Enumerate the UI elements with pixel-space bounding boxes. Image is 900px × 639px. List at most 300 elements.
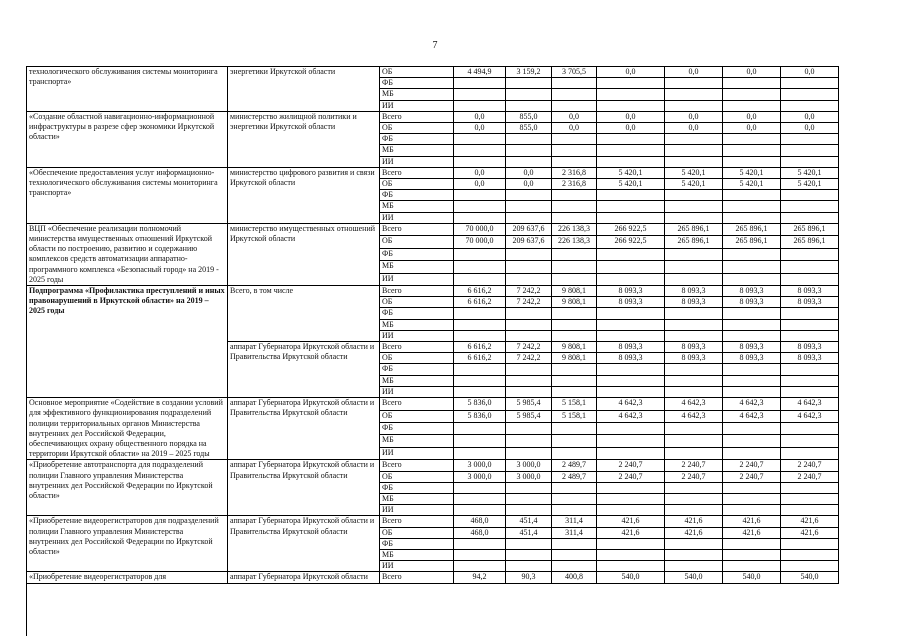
amount-cell: [597, 308, 665, 319]
amount-cell: 3 159,2: [506, 67, 552, 78]
executor-name: аппарат Губернатора Иркутской области и Правительства Иркутской области: [228, 398, 380, 460]
amount-cell: [781, 482, 839, 493]
amount-cell: 5 420,1: [781, 179, 839, 190]
executor-name: аппарат Губернатора Иркутской области и Правительства Иркутской области: [228, 516, 380, 572]
funding-source: Всего: [380, 460, 454, 471]
funding-source: ФБ: [380, 248, 454, 260]
amount-cell: 540,0: [723, 572, 781, 583]
amount-cell: [506, 549, 552, 560]
amount-cell: 421,6: [723, 527, 781, 538]
amount-cell: [506, 447, 552, 459]
amount-cell: 4 642,3: [781, 398, 839, 410]
funding-source: ФБ: [380, 538, 454, 549]
amount-cell: [781, 364, 839, 375]
funding-source: Всего: [380, 572, 454, 583]
amount-cell: 855,0: [506, 111, 552, 122]
amount-cell: 4 642,3: [723, 410, 781, 422]
amount-cell: [665, 561, 723, 572]
amount-cell: [552, 100, 597, 111]
amount-cell: [665, 190, 723, 201]
funding-source: ИИ: [380, 273, 454, 285]
amount-cell: [454, 190, 506, 201]
amount-cell: 70 000,0: [454, 223, 506, 235]
amount-cell: [781, 447, 839, 459]
amount-cell: 265 896,1: [723, 223, 781, 235]
amount-cell: [665, 156, 723, 167]
amount-cell: 8 093,3: [723, 286, 781, 297]
amount-cell: 5 158,1: [552, 410, 597, 422]
budget-table-sheet: [26, 66, 838, 636]
funding-source: МБ: [380, 493, 454, 504]
amount-cell: [506, 201, 552, 212]
amount-cell: [506, 212, 552, 223]
amount-cell: [665, 212, 723, 223]
funding-source: МБ: [380, 145, 454, 156]
amount-cell: [454, 89, 506, 100]
amount-cell: [552, 89, 597, 100]
amount-cell: 8 093,3: [723, 342, 781, 353]
funding-source: ОБ: [380, 527, 454, 538]
amount-cell: 3 000,0: [506, 471, 552, 482]
amount-cell: 6 616,2: [454, 353, 506, 364]
amount-cell: [506, 538, 552, 549]
activity-name: «Приобретение видеорегистраторов для подразделений полиции Главного управления Министерства внутренних дел Российской Федерации по Иркутской области»: [27, 516, 228, 572]
amount-cell: 5 420,1: [597, 167, 665, 178]
amount-cell: [552, 212, 597, 223]
amount-cell: [552, 549, 597, 560]
activity-name: технологического обслуживания системы мониторинга транспорта»: [27, 67, 228, 112]
amount-cell: [506, 386, 552, 397]
amount-cell: [552, 364, 597, 375]
amount-cell: 7 242,2: [506, 353, 552, 364]
amount-cell: [454, 364, 506, 375]
amount-cell: 0,0: [723, 67, 781, 78]
amount-cell: [723, 212, 781, 223]
amount-cell: [506, 375, 552, 386]
amount-cell: [597, 89, 665, 100]
amount-cell: [723, 201, 781, 212]
amount-cell: 9 808,1: [552, 342, 597, 353]
amount-cell: [454, 201, 506, 212]
table-row: [27, 111, 839, 122]
funding-source: ОБ: [380, 471, 454, 482]
amount-cell: [506, 261, 552, 273]
amount-cell: [552, 422, 597, 434]
amount-cell: 8 093,3: [781, 342, 839, 353]
amount-cell: 8 093,3: [597, 286, 665, 297]
amount-cell: 7 242,2: [506, 286, 552, 297]
amount-cell: 8 093,3: [597, 342, 665, 353]
amount-cell: 421,6: [597, 527, 665, 538]
amount-cell: 540,0: [597, 572, 665, 583]
activity-name: «Создание областной навигационно-информационной инфраструктуры в разрезе сфер экономики Иркутской области»: [27, 111, 228, 167]
amount-cell: 5 158,1: [552, 398, 597, 410]
funding-source: ОБ: [380, 123, 454, 134]
amount-cell: [781, 330, 839, 341]
amount-cell: [552, 482, 597, 493]
amount-cell: [454, 134, 506, 145]
amount-cell: [506, 364, 552, 375]
amount-cell: [781, 549, 839, 560]
amount-cell: 8 093,3: [665, 353, 723, 364]
amount-cell: [723, 134, 781, 145]
amount-cell: [723, 447, 781, 459]
amount-cell: 4 642,3: [781, 410, 839, 422]
amount-cell: 5 985,4: [506, 410, 552, 422]
amount-cell: [665, 273, 723, 285]
amount-cell: 265 896,1: [723, 236, 781, 248]
amount-cell: 9 808,1: [552, 353, 597, 364]
funding-source: ИИ: [380, 505, 454, 516]
amount-cell: 468,0: [454, 527, 506, 538]
amount-cell: [723, 375, 781, 386]
amount-cell: [723, 549, 781, 560]
amount-cell: [597, 248, 665, 260]
activity-name: «Приобретение автотранспорта для подразделений полиции Главного управления Министерства внутренних дел Российской Федерации по Иркутской области»: [27, 460, 228, 516]
amount-cell: [723, 435, 781, 447]
amount-cell: [597, 212, 665, 223]
amount-cell: 2 240,7: [723, 460, 781, 471]
amount-cell: 421,6: [665, 527, 723, 538]
amount-cell: 4 642,3: [723, 398, 781, 410]
amount-cell: [665, 319, 723, 330]
amount-cell: [781, 435, 839, 447]
table-row: [27, 516, 839, 527]
amount-cell: [665, 538, 723, 549]
amount-cell: 0,0: [454, 179, 506, 190]
amount-cell: 3 705,5: [552, 67, 597, 78]
executor-name: Всего, в том числе: [228, 286, 380, 342]
amount-cell: 0,0: [781, 111, 839, 122]
amount-cell: [552, 145, 597, 156]
amount-cell: [723, 248, 781, 260]
amount-cell: [597, 386, 665, 397]
amount-cell: [552, 505, 597, 516]
amount-cell: 5 836,0: [454, 410, 506, 422]
amount-cell: 421,6: [781, 527, 839, 538]
amount-cell: 9 808,1: [552, 297, 597, 308]
amount-cell: 226 138,3: [552, 223, 597, 235]
amount-cell: 2 240,7: [665, 471, 723, 482]
amount-cell: [665, 364, 723, 375]
amount-cell: 209 637,6: [506, 223, 552, 235]
funding-source: ОБ: [380, 353, 454, 364]
amount-cell: 94,2: [454, 572, 506, 583]
amount-cell: [552, 375, 597, 386]
amount-cell: [781, 201, 839, 212]
amount-cell: [506, 493, 552, 504]
amount-cell: 266 922,5: [597, 223, 665, 235]
amount-cell: 6 616,2: [454, 286, 506, 297]
amount-cell: [597, 561, 665, 572]
amount-cell: 5 420,1: [665, 179, 723, 190]
amount-cell: [552, 273, 597, 285]
funding-source: ИИ: [380, 386, 454, 397]
amount-cell: 265 896,1: [781, 236, 839, 248]
amount-cell: 209 637,6: [506, 236, 552, 248]
amount-cell: [454, 319, 506, 330]
amount-cell: [506, 308, 552, 319]
amount-cell: 266 922,5: [597, 236, 665, 248]
amount-cell: 5 836,0: [454, 398, 506, 410]
amount-cell: 8 093,3: [597, 297, 665, 308]
amount-cell: [552, 190, 597, 201]
amount-cell: 265 896,1: [665, 223, 723, 235]
amount-cell: [597, 435, 665, 447]
amount-cell: [506, 145, 552, 156]
amount-cell: [454, 422, 506, 434]
amount-cell: 2 240,7: [665, 460, 723, 471]
amount-cell: 8 093,3: [665, 342, 723, 353]
amount-cell: 2 489,7: [552, 460, 597, 471]
amount-cell: 8 093,3: [781, 286, 839, 297]
amount-cell: 0,0: [552, 123, 597, 134]
amount-cell: [665, 89, 723, 100]
amount-cell: 8 093,3: [781, 297, 839, 308]
amount-cell: 7 242,2: [506, 342, 552, 353]
funding-source: ИИ: [380, 100, 454, 111]
amount-cell: [552, 493, 597, 504]
amount-cell: [552, 201, 597, 212]
amount-cell: 855,0: [506, 123, 552, 134]
amount-cell: [781, 375, 839, 386]
amount-cell: 400,8: [552, 572, 597, 583]
amount-cell: [723, 364, 781, 375]
amount-cell: 421,6: [781, 516, 839, 527]
amount-cell: [597, 422, 665, 434]
amount-cell: [665, 493, 723, 504]
amount-cell: [781, 273, 839, 285]
left-border: [26, 66, 27, 636]
amount-cell: [781, 538, 839, 549]
amount-cell: [781, 248, 839, 260]
amount-cell: [781, 386, 839, 397]
amount-cell: 540,0: [781, 572, 839, 583]
amount-cell: [454, 248, 506, 260]
amount-cell: [781, 134, 839, 145]
funding-source: ФБ: [380, 190, 454, 201]
funding-source: ИИ: [380, 156, 454, 167]
amount-cell: 7 242,2: [506, 297, 552, 308]
amount-cell: [597, 273, 665, 285]
amount-cell: 4 642,3: [597, 398, 665, 410]
activity-name: «Обеспечение предоставления услуг информационно-технологического обслуживания системы мониторинга транспорта»: [27, 167, 228, 223]
table-row: [27, 286, 839, 297]
amount-cell: 0,0: [454, 167, 506, 178]
amount-cell: [665, 100, 723, 111]
amount-cell: [781, 212, 839, 223]
amount-cell: [454, 493, 506, 504]
amount-cell: [454, 386, 506, 397]
budget-table: [26, 66, 839, 584]
amount-cell: 8 093,3: [597, 353, 665, 364]
page-number: 7: [432, 40, 438, 51]
amount-cell: [454, 482, 506, 493]
amount-cell: 0,0: [506, 167, 552, 178]
amount-cell: 6 616,2: [454, 297, 506, 308]
amount-cell: [723, 538, 781, 549]
amount-cell: [723, 482, 781, 493]
amount-cell: [597, 375, 665, 386]
amount-cell: [665, 248, 723, 260]
amount-cell: 0,0: [781, 123, 839, 134]
activity-name: ВЦП «Обеспечение реализации полномочий министерства имущественных отношений Иркутской области по построению, развитию и содержанию комплексов средств автоматизации аппаратно-программного комплекса «Безопасный город» на 2019 - 2025 годы: [27, 223, 228, 285]
amount-cell: [597, 156, 665, 167]
amount-cell: [723, 190, 781, 201]
amount-cell: [454, 308, 506, 319]
amount-cell: 2 240,7: [723, 471, 781, 482]
funding-source: Всего: [380, 111, 454, 122]
amount-cell: [597, 447, 665, 459]
amount-cell: [552, 78, 597, 89]
amount-cell: [723, 100, 781, 111]
amount-cell: [665, 482, 723, 493]
amount-cell: 5 420,1: [665, 167, 723, 178]
amount-cell: 8 093,3: [665, 297, 723, 308]
amount-cell: [506, 561, 552, 572]
executor-name: аппарат Губернатора Иркутской области: [228, 572, 380, 583]
amount-cell: 5 985,4: [506, 398, 552, 410]
amount-cell: 0,0: [454, 111, 506, 122]
amount-cell: 8 093,3: [665, 286, 723, 297]
amount-cell: [723, 422, 781, 434]
funding-source: ФБ: [380, 364, 454, 375]
amount-cell: [597, 145, 665, 156]
amount-cell: 421,6: [723, 516, 781, 527]
amount-cell: 265 896,1: [665, 236, 723, 248]
amount-cell: [454, 78, 506, 89]
funding-source: ФБ: [380, 78, 454, 89]
amount-cell: [723, 493, 781, 504]
amount-cell: [597, 201, 665, 212]
funding-source: ФБ: [380, 422, 454, 434]
amount-cell: [665, 505, 723, 516]
amount-cell: 2 316,8: [552, 179, 597, 190]
executor-name: аппарат Губернатора Иркутской области и Правительства Иркутской области: [228, 460, 380, 516]
amount-cell: 5 420,1: [723, 179, 781, 190]
amount-cell: 8 093,3: [781, 353, 839, 364]
amount-cell: [552, 261, 597, 273]
funding-source: Всего: [380, 286, 454, 297]
amount-cell: [506, 78, 552, 89]
amount-cell: [781, 319, 839, 330]
amount-cell: 2 240,7: [597, 460, 665, 471]
funding-source: ИИ: [380, 330, 454, 341]
executor-name: министерство имущественных отношений Иркутской области: [228, 223, 380, 285]
amount-cell: [665, 201, 723, 212]
amount-cell: 421,6: [597, 516, 665, 527]
funding-source: МБ: [380, 201, 454, 212]
amount-cell: 0,0: [665, 123, 723, 134]
amount-cell: 0,0: [597, 67, 665, 78]
funding-source: ФБ: [380, 134, 454, 145]
funding-source: ФБ: [380, 308, 454, 319]
amount-cell: 421,6: [665, 516, 723, 527]
amount-cell: 90,3: [506, 572, 552, 583]
amount-cell: 0,0: [723, 123, 781, 134]
amount-cell: [506, 273, 552, 285]
executor-name: министерство цифрового развития и связи Иркутской области: [228, 167, 380, 223]
funding-source: МБ: [380, 435, 454, 447]
amount-cell: [597, 134, 665, 145]
amount-cell: [781, 261, 839, 273]
amount-cell: [665, 375, 723, 386]
amount-cell: [723, 261, 781, 273]
amount-cell: 311,4: [552, 527, 597, 538]
amount-cell: [552, 248, 597, 260]
amount-cell: [552, 447, 597, 459]
amount-cell: 468,0: [454, 516, 506, 527]
amount-cell: 451,4: [506, 516, 552, 527]
amount-cell: [506, 100, 552, 111]
funding-source: МБ: [380, 261, 454, 273]
amount-cell: [454, 505, 506, 516]
amount-cell: [597, 100, 665, 111]
amount-cell: [781, 505, 839, 516]
executor-name: аппарат Губернатора Иркутской области и Правительства Иркутской области: [228, 342, 380, 398]
amount-cell: 4 494,9: [454, 67, 506, 78]
amount-cell: [597, 261, 665, 273]
amount-cell: [597, 78, 665, 89]
amount-cell: [506, 482, 552, 493]
amount-cell: 0,0: [723, 111, 781, 122]
amount-cell: [454, 375, 506, 386]
amount-cell: [454, 435, 506, 447]
amount-cell: [552, 330, 597, 341]
funding-source: ОБ: [380, 236, 454, 248]
amount-cell: 0,0: [665, 111, 723, 122]
funding-source: Всего: [380, 398, 454, 410]
amount-cell: [723, 561, 781, 572]
amount-cell: 0,0: [781, 67, 839, 78]
amount-cell: 70 000,0: [454, 236, 506, 248]
amount-cell: [552, 156, 597, 167]
activity-name: Подпрограмма «Профилактика преступлений и иных правонарушений в Иркутской области» на 2019 – 2025 годы: [27, 286, 228, 398]
funding-source: ИИ: [380, 212, 454, 223]
amount-cell: [723, 308, 781, 319]
table-row: [27, 223, 839, 235]
amount-cell: [597, 549, 665, 560]
amount-cell: [665, 447, 723, 459]
amount-cell: [506, 89, 552, 100]
funding-source: ОБ: [380, 67, 454, 78]
amount-cell: 540,0: [665, 572, 723, 583]
amount-cell: [781, 422, 839, 434]
amount-cell: 0,0: [552, 111, 597, 122]
amount-cell: [723, 89, 781, 100]
funding-source: МБ: [380, 549, 454, 560]
amount-cell: [723, 156, 781, 167]
amount-cell: [665, 78, 723, 89]
table-row: [27, 572, 839, 583]
amount-cell: [454, 145, 506, 156]
amount-cell: 265 896,1: [781, 223, 839, 235]
amount-cell: [665, 422, 723, 434]
amount-cell: [454, 156, 506, 167]
amount-cell: [597, 482, 665, 493]
amount-cell: [597, 493, 665, 504]
amount-cell: [723, 505, 781, 516]
amount-cell: [552, 319, 597, 330]
amount-cell: [506, 190, 552, 201]
amount-cell: [506, 422, 552, 434]
amount-cell: [552, 561, 597, 572]
amount-cell: 3 000,0: [506, 460, 552, 471]
amount-cell: [781, 190, 839, 201]
funding-source: Всего: [380, 342, 454, 353]
amount-cell: [506, 505, 552, 516]
amount-cell: [506, 330, 552, 341]
